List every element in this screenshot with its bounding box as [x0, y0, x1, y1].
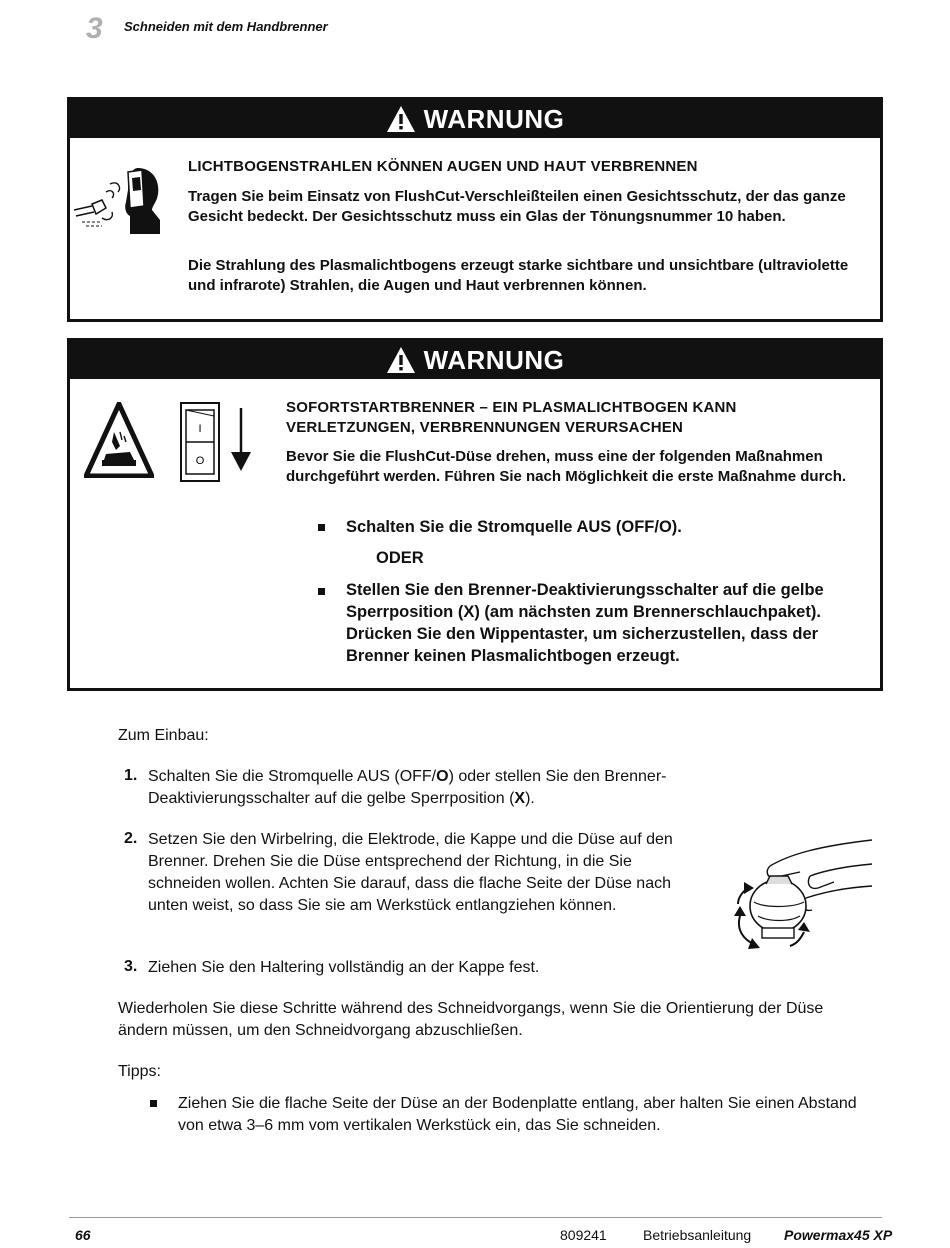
- warning2-bullet-1: Schalten Sie die Stromquelle AUS (OFF/O).: [346, 518, 682, 536]
- bullet-marker: [318, 588, 325, 595]
- step-number: 2.: [124, 830, 138, 847]
- step-3-text: Ziehen Sie den Haltering vollständig an der Kappe fest.: [148, 959, 540, 976]
- nozzle-rotation-illustration: [730, 836, 880, 952]
- warning2-title-line1: SOFORTSTARTBRENNER – EIN PLASMALICHTBOGEN KANN: [286, 399, 737, 416]
- warning-banner-label: WARNUNG: [423, 103, 565, 134]
- install-intro: Zum Einbau:: [118, 727, 209, 744]
- warning2-intro: Bevor Sie die FlushCut-Düse drehen, muss eine der folgenden Maßnahmen durchgeführt werden. Führen Sie nach Möglichkeit die erste Maßnahme durch.: [286, 448, 847, 485]
- warning2-title-line2: VERLETZUNGEN, VERBRENNUNGEN VERURSACHEN: [286, 419, 684, 436]
- down-arrow-icon: [229, 408, 253, 472]
- switch-on-label: I: [198, 423, 202, 435]
- page-number: 66: [75, 1227, 91, 1243]
- tips-label: Tipps:: [118, 1063, 161, 1080]
- warning2-bullet-2: Stellen Sie den Brenner-Deaktivierungsschalter auf die gelbe Sperrposition (X) (am nächsten zum Brennerschlauchpaket). Drücken Sie den Wippentaster, um sicherzustellen, dass der Brenner keinen Plasmalichtbogen erzeugt.: [346, 581, 824, 665]
- step-1-text: Schalten Sie die Stromquelle AUS (OFF/O) oder stellen Sie den Brenner-Deaktivierungsschalter auf die gelbe Sperrposition (X).: [148, 768, 667, 807]
- product-name: Powermax45 XP: [784, 1227, 893, 1243]
- warning1-paragraph-1: Tragen Sie beim Einsatz von FlushCut-Verschleißteilen einen Gesichtsschutz, der das ganze Gesicht bedeckt. Der Gesichtsschutz muss ein Glas der Tönungsnummer 10 haben.: [188, 188, 846, 225]
- doc-type: Betriebsanleitung: [643, 1227, 752, 1243]
- step-number: 1.: [124, 767, 138, 784]
- face-shield-welder-icon: [72, 162, 164, 238]
- repeat-paragraph: Wiederholen Sie diese Schritte während des Schneidvorgangs, wenn Sie die Orientierung der Düse ändern müssen, um den Schneidvorgang abzuschließen.: [118, 1000, 824, 1039]
- warning-banner: [70, 341, 880, 379]
- power-switch-icon: [180, 402, 220, 482]
- hand-torch-hazard-icon: [84, 402, 154, 478]
- warning-banner: [70, 100, 880, 138]
- bullet-marker: [318, 524, 325, 531]
- switch-off-label: O: [195, 455, 205, 467]
- bullet-marker: [150, 1100, 157, 1107]
- doc-number: 809241: [560, 1227, 607, 1243]
- warning-triangle-icon: [386, 105, 416, 133]
- warning-triangle-icon: [386, 346, 416, 374]
- step-2-text: Setzen Sie den Wirbelring, die Elektrode, die Kappe und die Düse auf den Brenner. Drehen Sie die Düse entsprechend der Richtung, in die Sie schneiden wollen. Achten Sie darauf, dass die flache Seite der Düse nach unten weist, so dass Sie sie am Werkstück entlangziehen können.: [148, 831, 673, 914]
- chapter-number: 3: [86, 12, 102, 45]
- chapter-title: Schneiden mit dem Handbrenner: [124, 19, 328, 34]
- warning1-title: LICHTBOGENSTRAHLEN KÖNNEN AUGEN UND HAUT VERBRENNEN: [188, 158, 698, 175]
- warning1-paragraph-2: Die Strahlung des Plasmalichtbogens erzeugt starke sichtbare und unsichtbare (ultraviolette und infrarote) Strahlen, die Augen und Haut verbrennen können.: [188, 257, 849, 294]
- warning-banner-label: WARNUNG: [423, 344, 565, 375]
- warning2-oder: ODER: [376, 549, 424, 567]
- footer-divider: [69, 1217, 882, 1218]
- step-number: 3.: [124, 958, 138, 975]
- tip-1: Ziehen Sie die flache Seite der Düse an der Bodenplatte entlang, aber halten Sie einen Abstand von etwa 3–6 mm vom vertikalen Werkstück ein, das Sie schneiden.: [178, 1095, 857, 1134]
